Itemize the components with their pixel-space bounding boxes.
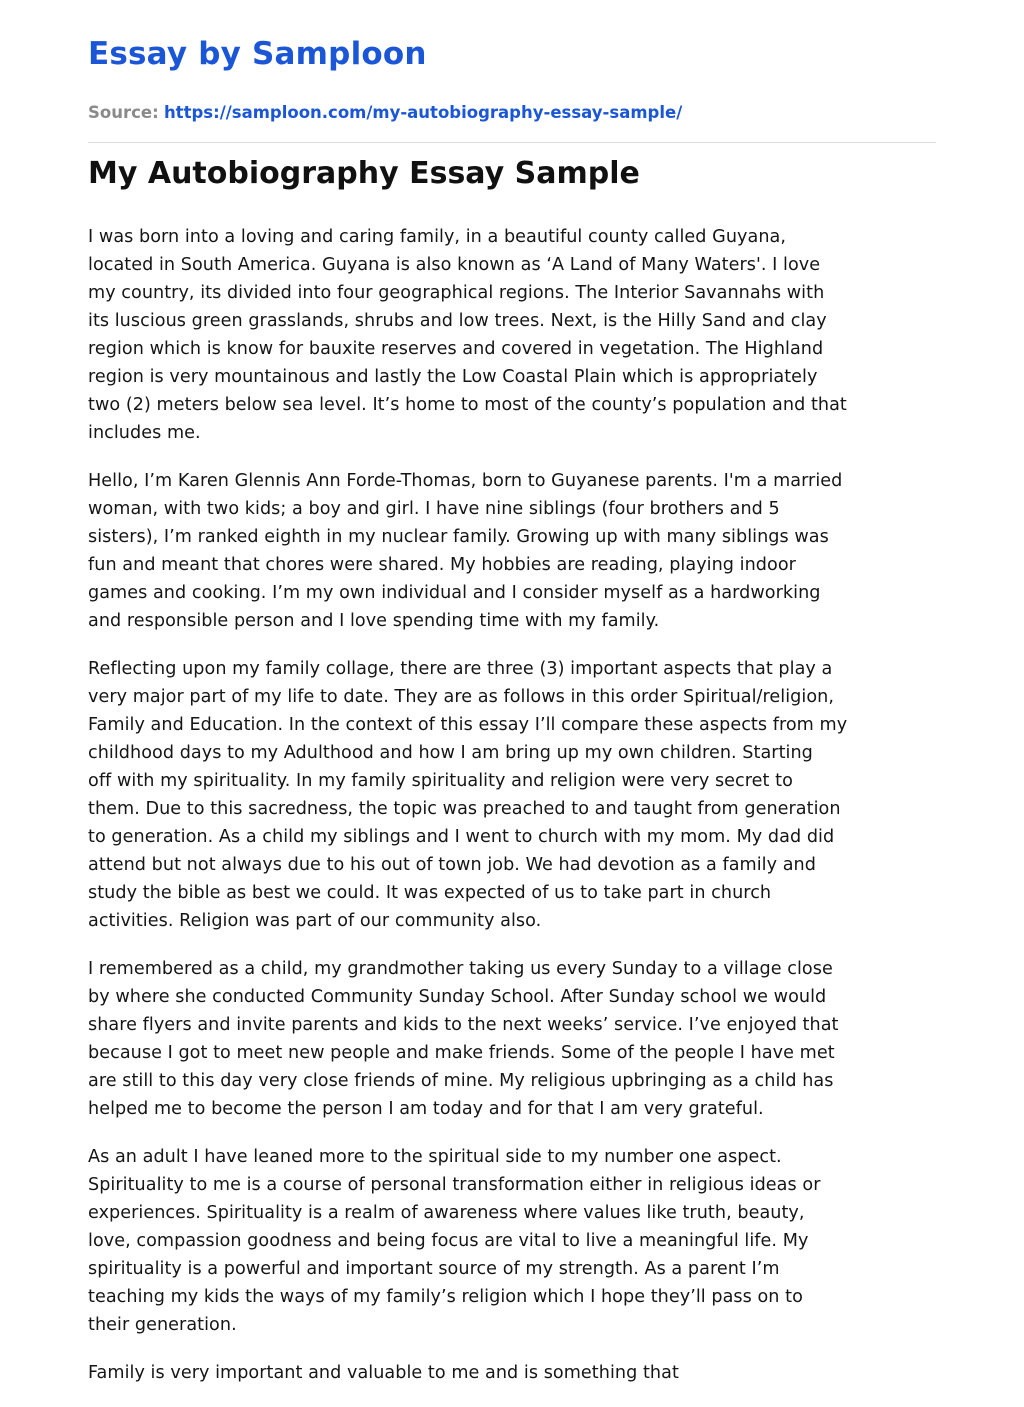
essay-paragraph (88, 1143, 940, 1339)
essay-paragraph (88, 1359, 940, 1387)
text-line: Family and Education. In the context of this essay I’ll compare these aspects from my (88, 715, 848, 735)
text-line: includes me. (88, 423, 201, 443)
text-line: its luscious green grasslands, shrubs and low trees. Next, is the Hilly Sand and clay (88, 311, 827, 331)
text-line: teaching my kids the ways of my family’s religion which I hope they’ll pass on to (88, 1287, 803, 1307)
source-label: Source: (88, 103, 159, 122)
header-divider (88, 142, 936, 143)
text-line: off with my spirituality. In my family spirituality and religion were very secret to (88, 771, 793, 791)
text-line: fun and meant that chores were shared. My hobbies are reading, playing indoor (88, 555, 796, 575)
text-line: by where she conducted Community Sunday School. After Sunday school we would (88, 987, 827, 1007)
essay-paragraph (88, 223, 940, 447)
text-line: very major part of my life to date. They are as follows in this order Spiritual/religion, (88, 687, 834, 707)
essay-paragraph (88, 955, 940, 1123)
text-line: study the bible as best we could. It was expected of us to take part in church (88, 883, 772, 903)
text-line: Reflecting upon my family collage, there are three (3) important aspects that play a (88, 659, 833, 679)
source-line (88, 103, 682, 122)
essay-title: My Autobiography Essay Sample (88, 156, 640, 191)
text-line: and responsible person and I love spending time with my family. (88, 611, 660, 631)
text-line: spirituality is a powerful and important source of my strength. As a parent I’m (88, 1259, 780, 1279)
text-line: I was born into a loving and caring family, in a beautiful county called Guyana, (88, 227, 787, 247)
text-line: my country, its divided into four geographical regions. The Interior Savannahs with (88, 283, 825, 303)
text-line: Spirituality to me is a course of personal transformation either in religious ideas or (88, 1175, 821, 1195)
text-line: region which is know for bauxite reserves and covered in vegetation. The Highland (88, 339, 824, 359)
text-line: I remembered as a child, my grandmother taking us every Sunday to a village close (88, 959, 833, 979)
text-line: activities. Religion was part of our community also. (88, 911, 542, 931)
text-line: woman, with two kids; a boy and girl. I have nine siblings (four brothers and 5 (88, 499, 780, 519)
text-line: because I got to meet new people and make friends. Some of the people I have met (88, 1043, 835, 1063)
text-line: to generation. As a child my siblings and I went to church with my mom. My dad did (88, 827, 835, 847)
source-link[interactable]: https://samploon.com/my-autobiography-essay-sample/ (163, 103, 683, 122)
text-line: helped me to become the person I am today and for that I am very grateful. (88, 1099, 764, 1119)
text-line: region is very mountainous and lastly the Low Coastal Plain which is appropriately (88, 367, 818, 387)
text-line: experiences. Spirituality is a realm of awareness where values like truth, beauty, (88, 1203, 805, 1223)
text-line: sisters), I’m ranked eighth in my nuclear family. Growing up with many siblings was (88, 527, 829, 547)
essay-body (88, 223, 940, 1407)
text-line: them. Due to this sacredness, the topic was preached to and taught from generation (88, 799, 841, 819)
site-title: Essay by Samploon (88, 36, 427, 72)
text-line: childhood days to my Adulthood and how I am bring up my own children. Starting (88, 743, 813, 763)
essay-paragraph (88, 655, 940, 935)
text-line: Family is very important and valuable to me and is something that (88, 1363, 679, 1383)
text-line: attend but not always due to his out of town job. We had devotion as a family and (88, 855, 816, 875)
essay-paragraph (88, 467, 940, 635)
text-line: two (2) meters below sea level. It’s home to most of the county’s population and that (88, 395, 847, 415)
text-line: games and cooking. I’m my own individual and I consider myself as a hardworking (88, 583, 821, 603)
text-line: As an adult I have leaned more to the spiritual side to my number one aspect. (88, 1147, 782, 1167)
text-line: located in South America. Guyana is also known as ‘A Land of Many Waters'. I love (88, 255, 821, 275)
text-line: are still to this day very close friends of mine. My religious upbringing as a child has (88, 1071, 834, 1091)
text-line: love, compassion goodness and being focus are vital to live a meaningful life. My (88, 1231, 809, 1251)
text-line: share flyers and invite parents and kids to the next weeks’ service. I’ve enjoyed that (88, 1015, 839, 1035)
text-line: Hello, I’m Karen Glennis Ann Forde-Thomas, born to Guyanese parents. I'm a married (88, 471, 843, 491)
text-line: their generation. (88, 1315, 237, 1335)
